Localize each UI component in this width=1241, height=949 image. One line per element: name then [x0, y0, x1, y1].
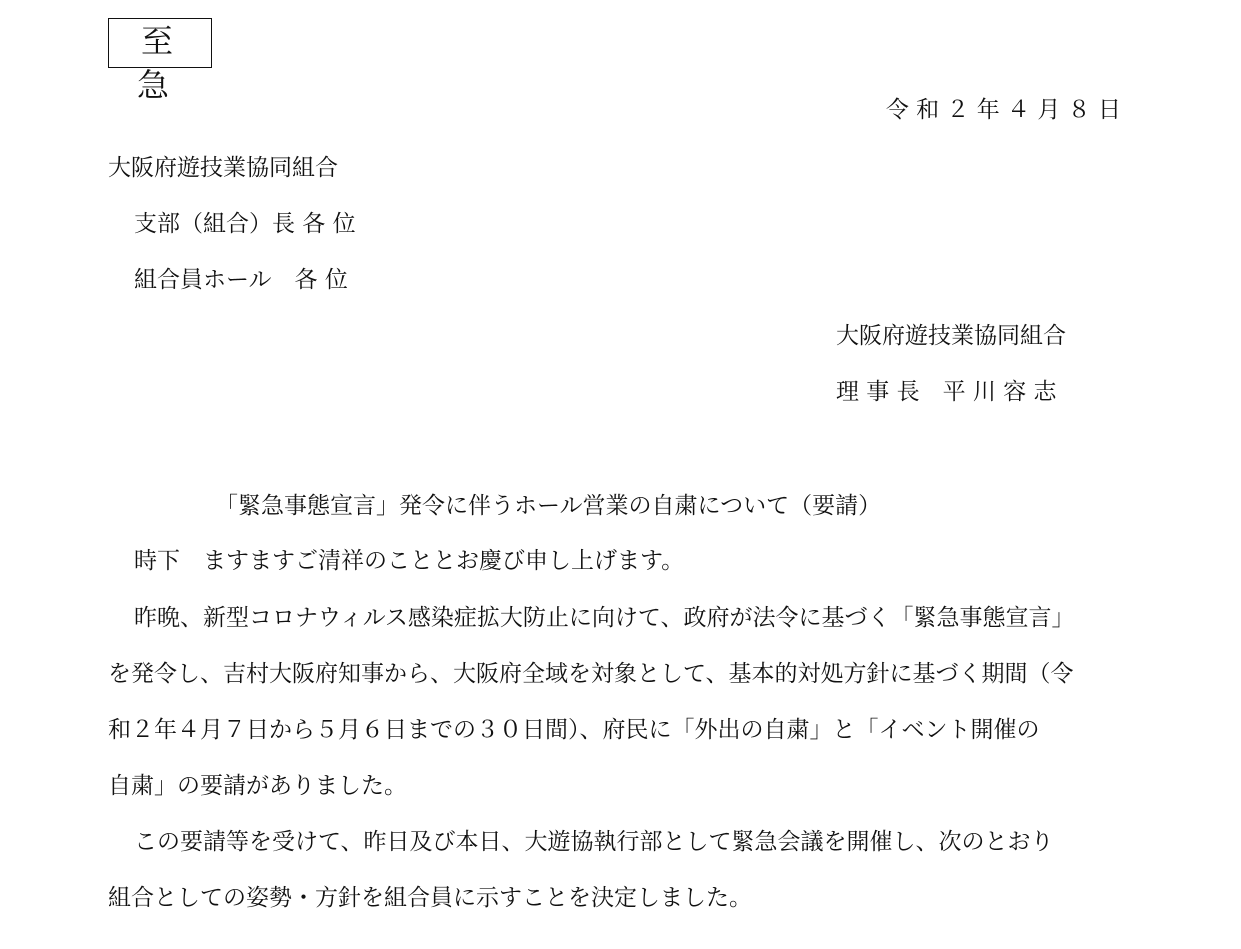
body-line: 昨晩、新型コロナウィルス感染症拡大防止に向けて、政府が法令に基づく「緊急事態宣言」 [134, 605, 1075, 631]
body-line: この要請等を受けて、昨日及び本日、大遊協執行部として緊急会議を開催し、次のとおり [134, 829, 1054, 855]
recipient-branch-heads: 支部（組合）長 各 位 [134, 211, 356, 237]
body-line: 時下 ますますご清祥のこととお慶び申し上げます。 [134, 548, 685, 574]
body-line: 組合としての姿勢・方針を組合員に示すことを決定しました。 [108, 885, 752, 911]
document-subject: 「緊急事態宣言」発令に伴うホール営業の自粛について（要請） [215, 493, 882, 519]
body-line: 自粛」の要請がありました。 [108, 773, 407, 799]
document-date: 令 和 ２ 年 ４ 月 ８ 日 [885, 97, 1121, 123]
recipient-member-halls: 組合員ホール 各 位 [134, 267, 348, 293]
sender-name: 理 事 長 平 川 容 志 [836, 379, 1057, 405]
body-line: 和２年４月７日から５月６日までの３０日間）、府民に「外出の自粛」と「イベント開催の [108, 717, 1040, 743]
urgent-stamp: 至 急 [108, 18, 212, 68]
sender-org: 大阪府遊技業協同組合 [836, 323, 1066, 349]
recipient-org: 大阪府遊技業協同組合 [108, 155, 338, 181]
body-line: を発令し、吉村大阪府知事から、大阪府全域を対象として、基本的対処方針に基づく期間（令 [108, 661, 1074, 687]
